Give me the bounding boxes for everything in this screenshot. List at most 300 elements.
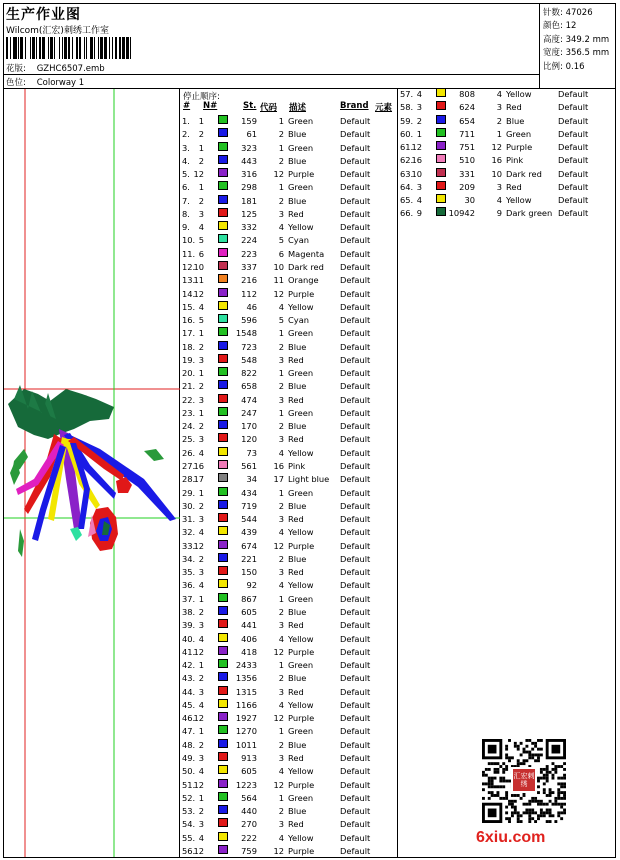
needle-number: 1 — [416, 128, 422, 139]
row-number: 49. — [182, 752, 196, 763]
color-description: Purple — [288, 845, 315, 856]
table-row — [182, 712, 398, 725]
color-code: 2 — [278, 739, 284, 750]
color-code: 3 — [278, 620, 284, 631]
stitch-count: 434 — [241, 487, 257, 498]
color-code: 4 — [278, 699, 284, 710]
color-swatch — [218, 579, 228, 588]
needle-number: 12 — [193, 713, 204, 724]
color-code: 6 — [278, 248, 284, 259]
thread-brand: Default — [340, 553, 371, 564]
thread-brand: Default — [340, 461, 371, 472]
design-width: 宽度: 356.5 mm — [543, 48, 610, 58]
row-number: 21. — [182, 381, 196, 392]
color-description: Red — [506, 102, 522, 113]
needle-number: 12 — [193, 845, 204, 856]
row-number: 23. — [182, 407, 196, 418]
color-code: 10 — [273, 261, 284, 272]
table-row — [182, 832, 398, 845]
row-number: 20. — [182, 368, 196, 379]
table-row — [400, 115, 616, 128]
row-number: 6. — [182, 182, 190, 193]
stitch-count: 316 — [241, 169, 257, 180]
color-description: Red — [288, 434, 304, 445]
color-swatch — [218, 646, 228, 655]
thread-brand: Default — [340, 328, 371, 339]
color-code: 1 — [496, 128, 502, 139]
stitch-count: 222 — [241, 832, 257, 843]
color-swatch — [218, 420, 228, 429]
needle-number: 3 — [198, 752, 204, 763]
row-number: 47. — [182, 726, 196, 737]
needle-number: 4 — [198, 699, 204, 710]
table-row — [182, 845, 398, 858]
color-description: Magenta — [288, 248, 325, 259]
thread-brand: Default — [340, 606, 371, 617]
color-swatch — [218, 447, 228, 456]
needle-number: 3 — [198, 686, 204, 697]
table-row — [182, 553, 398, 566]
table-row — [182, 208, 398, 221]
row-number: 61. — [400, 142, 414, 153]
table-row — [182, 420, 398, 433]
row-number: 19. — [182, 354, 196, 365]
stitch-count: 92 — [246, 580, 257, 591]
color-description: Green — [288, 593, 314, 604]
color-swatch — [218, 314, 228, 323]
stitch-count: 209 — [459, 181, 475, 192]
stitch-count: 564 — [241, 792, 257, 803]
row-number: 22. — [182, 394, 196, 405]
needle-number: 4 — [198, 447, 204, 458]
row-number: 31. — [182, 514, 196, 525]
needle-number: 12 — [193, 779, 204, 790]
color-swatch — [218, 725, 228, 734]
color-code: 2 — [278, 806, 284, 817]
color-swatch — [218, 274, 228, 283]
color-code: 3 — [496, 102, 502, 113]
color-code: 4 — [278, 766, 284, 777]
row-number: 51. — [182, 779, 196, 790]
needle-number: 17 — [193, 474, 204, 485]
color-swatch — [218, 566, 228, 575]
color-code: 2 — [278, 673, 284, 684]
table-row — [182, 115, 398, 128]
studio-name: Wilcom(汇宏)刺绣工作室 — [6, 26, 109, 36]
needle-number: 2 — [198, 155, 204, 166]
color-description: Red — [506, 181, 522, 192]
stitch-count: 1223 — [235, 779, 257, 790]
needle-number: 1 — [198, 116, 204, 126]
thread-brand: Default — [340, 315, 371, 326]
color-code: 16 — [273, 461, 284, 472]
color-code: 1 — [278, 792, 284, 803]
stitch-count: 2433 — [235, 660, 257, 671]
color-swatch — [218, 354, 228, 363]
color-swatch — [218, 142, 228, 151]
stitch-count: 1270 — [235, 726, 257, 737]
needle-number: 2 — [198, 606, 204, 617]
needle-number: 2 — [198, 195, 204, 206]
design-info-box — [539, 4, 615, 88]
color-code: 3 — [278, 354, 284, 365]
color-swatch — [218, 380, 228, 389]
stitch-count: 654 — [459, 115, 475, 126]
stitch-count: 474 — [241, 394, 257, 405]
color-description: Green — [506, 128, 532, 139]
color-swatch — [218, 473, 228, 482]
row-number: 56. — [182, 845, 196, 856]
color-code: 3 — [278, 208, 284, 219]
needle-number: 11 — [193, 275, 204, 286]
color-swatch — [218, 606, 228, 615]
color-swatch — [218, 593, 228, 602]
thread-brand: Default — [340, 593, 371, 604]
table-row — [182, 407, 398, 420]
table-row — [182, 646, 398, 659]
color-description: Green — [288, 407, 314, 418]
stitch-count: 418 — [241, 646, 257, 657]
pattern-label: 花版: — [6, 64, 26, 74]
stitch-count: 913 — [241, 752, 257, 763]
header-stitches: St. — [243, 101, 257, 111]
stitch-count: 73 — [246, 447, 257, 458]
color-description: Pink — [288, 461, 306, 472]
table-row — [182, 725, 398, 738]
color-description: Green — [288, 792, 314, 803]
color-swatch — [436, 128, 446, 137]
table-row — [182, 779, 398, 792]
table-row — [182, 699, 398, 712]
row-number: 1. — [182, 116, 190, 126]
table-row — [182, 460, 398, 473]
color-description: Dark red — [288, 261, 324, 272]
table-row — [182, 234, 398, 247]
color-description: Purple — [288, 646, 315, 657]
color-code: 4 — [278, 832, 284, 843]
color-description: Yellow — [288, 699, 314, 710]
row-number: 38. — [182, 606, 196, 617]
thread-brand: Default — [340, 646, 371, 657]
row-number: 4. — [182, 155, 190, 166]
table-row — [182, 487, 398, 500]
header-element: 元素 — [375, 103, 393, 113]
color-swatch — [218, 765, 228, 774]
color-description: Blue — [288, 553, 307, 564]
design-scale: 比例: 0.16 — [543, 62, 585, 72]
needle-number: 2 — [416, 115, 422, 126]
needle-number: 4 — [198, 766, 204, 777]
thread-brand: Default — [340, 129, 371, 140]
thread-brand: Default — [340, 116, 371, 126]
thread-brand: Default — [340, 713, 371, 724]
table-row — [182, 752, 398, 765]
row-number: 59. — [400, 115, 414, 126]
table-row — [182, 394, 398, 407]
color-description: Purple — [288, 540, 315, 551]
color-swatch — [218, 845, 228, 854]
color-code: 3 — [278, 686, 284, 697]
table-row — [182, 128, 398, 141]
needle-number: 4 — [416, 195, 422, 206]
row-number: 54. — [182, 819, 196, 830]
color-description: Cyan — [288, 235, 310, 246]
thread-brand: Default — [340, 699, 371, 710]
stitch-count: 224 — [241, 235, 257, 246]
stitch-count: 723 — [241, 341, 257, 352]
needle-number: 12 — [193, 540, 204, 551]
row-number: 39. — [182, 620, 196, 631]
color-code: 1 — [278, 182, 284, 193]
needle-number: 2 — [198, 739, 204, 750]
color-code: 3 — [278, 514, 284, 525]
needle-number: 5 — [198, 235, 204, 246]
row-number: 62. — [400, 155, 414, 166]
needle-number: 2 — [198, 421, 204, 432]
color-code: 3 — [278, 567, 284, 578]
thread-brand: Default — [558, 155, 589, 166]
needle-number: 4 — [198, 580, 204, 591]
color-code: 2 — [278, 500, 284, 511]
thread-brand: Default — [558, 195, 589, 206]
color-swatch — [436, 207, 446, 216]
table-row — [182, 566, 398, 579]
stitch-count: 867 — [241, 593, 257, 604]
table-row — [182, 327, 398, 340]
color-description: Green — [288, 487, 314, 498]
thread-brand: Default — [340, 500, 371, 511]
color-swatch — [218, 672, 228, 681]
table-row — [400, 88, 616, 101]
stitch-count: 544 — [241, 514, 257, 525]
stitch-count: 1356 — [235, 673, 257, 684]
table-row — [182, 818, 398, 831]
color-swatch — [218, 460, 228, 469]
needle-number: 16 — [193, 461, 204, 472]
row-number: 26. — [182, 447, 196, 458]
color-swatch — [218, 394, 228, 403]
needle-number: 2 — [198, 806, 204, 817]
table-row — [182, 672, 398, 685]
color-swatch — [218, 115, 228, 124]
color-code: 1 — [278, 328, 284, 339]
barcode — [6, 37, 182, 59]
needle-number: 1 — [198, 660, 204, 671]
stitch-count: 221 — [241, 553, 257, 564]
stitch-count: 674 — [241, 540, 257, 551]
table-row — [182, 805, 398, 818]
stitch-count: 719 — [241, 500, 257, 511]
row-number: 15. — [182, 301, 196, 312]
row-number: 34. — [182, 553, 196, 564]
thread-brand: Default — [558, 208, 589, 219]
color-swatch — [218, 818, 228, 827]
thread-brand: Default — [340, 633, 371, 644]
table-row — [400, 168, 616, 181]
color-code: 4 — [496, 89, 502, 99]
color-description: Yellow — [288, 447, 314, 458]
color-description: Yellow — [288, 633, 314, 644]
table-row — [182, 579, 398, 592]
thread-brand: Default — [340, 341, 371, 352]
table-row — [182, 765, 398, 778]
color-description: Blue — [288, 129, 307, 140]
color-swatch — [218, 619, 228, 628]
needle-number: 2 — [198, 500, 204, 511]
table-row — [182, 367, 398, 380]
color-code: 2 — [278, 421, 284, 432]
thread-brand: Default — [340, 275, 371, 286]
color-swatch — [218, 181, 228, 190]
stitch-count: 150 — [241, 567, 257, 578]
color-description: Green — [288, 116, 314, 126]
thread-brand: Default — [340, 766, 371, 777]
row-number: 13. — [182, 275, 196, 286]
thread-brand: Default — [340, 169, 371, 180]
stitch-count: 170 — [241, 421, 257, 432]
table-row — [182, 686, 398, 699]
color-code: 2 — [278, 195, 284, 206]
thread-brand: Default — [340, 806, 371, 817]
table-row — [182, 792, 398, 805]
needle-number: 1 — [198, 792, 204, 803]
color-count: 颜色: 12 — [543, 21, 577, 31]
needle-number: 10 — [193, 261, 204, 272]
color-description: Purple — [506, 142, 533, 153]
needle-number: 1 — [198, 726, 204, 737]
color-code: 2 — [278, 155, 284, 166]
thread-brand: Default — [340, 381, 371, 392]
row-number: 43. — [182, 673, 196, 684]
table-row — [182, 526, 398, 539]
stitch-count: 181 — [241, 195, 257, 206]
table-row — [400, 194, 616, 207]
stitch-count: 270 — [241, 819, 257, 830]
table-row — [182, 221, 398, 234]
color-swatch — [218, 805, 228, 814]
thread-brand: Default — [340, 261, 371, 272]
thread-brand: Default — [340, 407, 371, 418]
color-swatch — [218, 513, 228, 522]
stitch-count: 298 — [241, 182, 257, 193]
header-description: 描述 — [289, 103, 307, 113]
color-description: Red — [288, 686, 304, 697]
color-description: Green — [288, 142, 314, 153]
stitch-count: 46 — [246, 301, 257, 312]
table-row — [182, 195, 398, 208]
stitch-count: 1166 — [235, 699, 257, 710]
stitch-count: 216 — [241, 275, 257, 286]
table-row — [182, 142, 398, 155]
row-number: 44. — [182, 686, 196, 697]
color-description: Red — [288, 620, 304, 631]
thread-brand: Default — [340, 301, 371, 312]
needle-number: 4 — [416, 89, 422, 99]
color-swatch — [436, 168, 446, 177]
color-description: Yellow — [288, 527, 314, 538]
row-number: 53. — [182, 806, 196, 817]
color-code: 4 — [278, 580, 284, 591]
needle-number: 2 — [198, 673, 204, 684]
table-row — [182, 606, 398, 619]
row-number: 42. — [182, 660, 196, 671]
color-description: Blue — [288, 806, 307, 817]
table-row — [182, 513, 398, 526]
row-number: 46. — [182, 713, 196, 724]
color-swatch — [218, 327, 228, 336]
color-swatch — [218, 832, 228, 841]
needle-number: 2 — [198, 341, 204, 352]
thread-brand: Default — [340, 779, 371, 790]
color-description: Green — [288, 182, 314, 193]
row-number: 52. — [182, 792, 196, 803]
thread-brand: Default — [340, 487, 371, 498]
color-code: 4 — [278, 447, 284, 458]
thread-brand: Default — [558, 102, 589, 113]
needle-number: 12 — [193, 288, 204, 299]
stitch-count: 323 — [241, 142, 257, 153]
needle-number: 12 — [193, 169, 204, 180]
color-description: Pink — [506, 155, 524, 166]
row-number: 40. — [182, 633, 196, 644]
stitch-count: 605 — [241, 766, 257, 777]
stitch-count: 112 — [241, 288, 257, 299]
color-description: Purple — [288, 779, 315, 790]
color-swatch — [218, 288, 228, 297]
table-row — [182, 633, 398, 646]
needle-number: 3 — [198, 354, 204, 365]
thread-brand: Default — [340, 248, 371, 259]
thread-brand: Default — [340, 660, 371, 671]
color-code: 2 — [278, 129, 284, 140]
color-description: Blue — [288, 606, 307, 617]
row-number: 58. — [400, 102, 414, 113]
row-number: 63. — [400, 168, 414, 179]
stop-sequence-label: 停止顺序: — [183, 92, 220, 102]
table-row — [182, 341, 398, 354]
stitch-count: 针数: 47026 — [543, 8, 593, 18]
color-code: 2 — [496, 115, 502, 126]
color-swatch — [218, 659, 228, 668]
needle-number: 5 — [198, 315, 204, 326]
stitch-count: 439 — [241, 527, 257, 538]
needle-number: 2 — [198, 381, 204, 392]
row-number: 7. — [182, 195, 190, 206]
needle-number: 4 — [198, 301, 204, 312]
thread-brand: Default — [340, 792, 371, 803]
table-row — [182, 301, 398, 314]
needle-number: 3 — [198, 394, 204, 405]
color-description: Yellow — [288, 766, 314, 777]
needle-number: 4 — [198, 222, 204, 233]
thread-brand: Default — [340, 527, 371, 538]
color-description: Blue — [506, 115, 525, 126]
needle-number: 3 — [198, 514, 204, 525]
table-row — [182, 739, 398, 752]
thread-brand: Default — [340, 208, 371, 219]
needle-number: 6 — [198, 248, 204, 259]
thread-brand: Default — [340, 434, 371, 445]
thread-brand: Default — [340, 673, 371, 684]
row-number: 2. — [182, 129, 190, 140]
row-number: 57. — [400, 89, 414, 99]
color-swatch — [436, 154, 446, 163]
row-number: 14. — [182, 288, 196, 299]
row-number: 17. — [182, 328, 196, 339]
table-row — [400, 141, 616, 154]
color-code: 12 — [491, 142, 502, 153]
thread-brand: Default — [558, 89, 589, 99]
